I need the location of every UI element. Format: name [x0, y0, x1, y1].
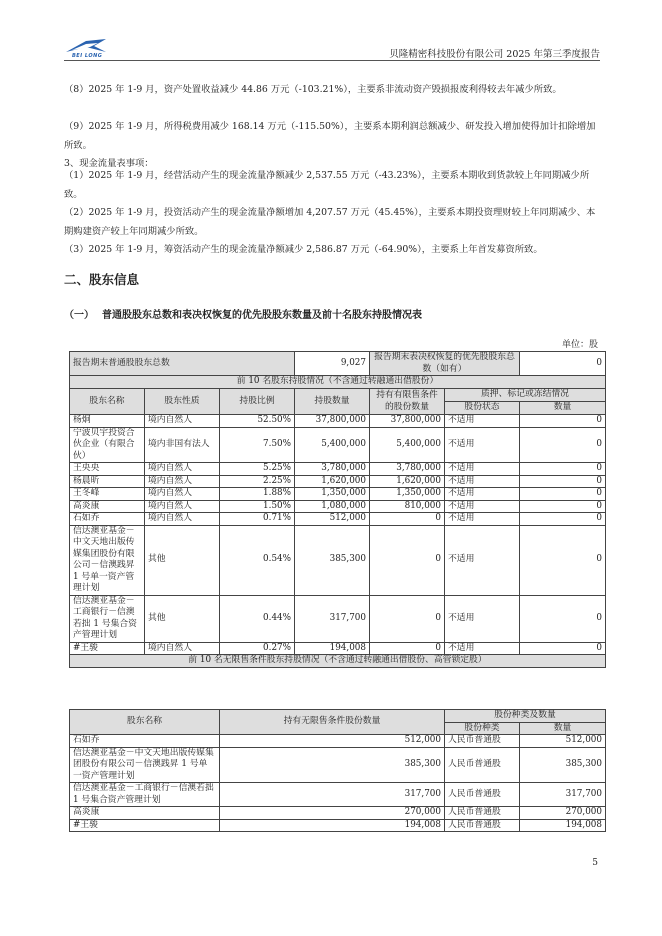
shareholder-name: #王骏 [70, 642, 145, 655]
total-holders-label: 报告期末普通股股东总数 [70, 352, 295, 376]
unres-col-name: 股东名称 [70, 710, 220, 735]
unres-name: #王骏 [70, 819, 220, 832]
shareholder-nature: 境内自然人 [145, 500, 220, 513]
col-ratio: 持股比例 [220, 389, 295, 415]
shareholder-name: 王冬峰 [70, 488, 145, 501]
holding-ratio: 1.50% [220, 500, 295, 513]
holding-ratio: 0.44% [220, 595, 295, 642]
unres-name: 信达澳亚基金－中文天地出版传媒集团股份有限公司－信澳践昇 1 号单一资产管理计划 [70, 747, 220, 783]
shareholder-nature: 其他 [145, 525, 220, 595]
shareholder-table [69, 351, 606, 668]
unres-qty: 317,700 [220, 783, 445, 807]
top10-caption: 前 10 名股东持股情况（不含通过转融通出借股份） [70, 376, 606, 389]
shareholder-row [70, 595, 606, 642]
total-holders-value: 9,027 [295, 352, 370, 376]
shareholder-row [70, 642, 606, 655]
holding-qty: 194,008 [295, 642, 370, 655]
col-restricted: 持有有限售条件的股份数量 [370, 389, 445, 415]
restricted-qty: 0 [370, 642, 445, 655]
shareholder-row [70, 427, 606, 463]
unres-qty: 270,000 [220, 807, 445, 820]
col-nature: 股东性质 [145, 389, 220, 415]
shareholder-name: 王央央 [70, 463, 145, 476]
restricted-qty: 5,400,000 [370, 427, 445, 463]
shareholder-name: 信达澳亚基金－中文天地出版传媒集团股份有限公司－信澳践昇 1 号单一资产管理计划 [70, 525, 145, 595]
holding-ratio: 0.54% [220, 525, 295, 595]
preferred-holders-label: 报告期末表决权恢复的优先股股东总数（如有） [370, 352, 520, 376]
col-amount: 数量 [520, 402, 606, 415]
pledge-amount: 0 [520, 642, 606, 655]
unrestricted-row [70, 783, 606, 807]
holding-ratio: 7.50% [220, 427, 295, 463]
holding-qty: 385,300 [295, 525, 370, 595]
unres-col-qty: 持有无限售条件股份数量 [220, 710, 445, 735]
unres-col-type-group: 股份种类及数量 [445, 710, 606, 723]
unres-qty: 512,000 [220, 735, 445, 748]
pledge-amount: 0 [520, 488, 606, 501]
pledge-amount: 0 [520, 513, 606, 526]
shareholder-name: 高炎康 [70, 500, 145, 513]
share-status: 不适用 [445, 415, 520, 428]
shareholder-row [70, 525, 606, 595]
share-status: 不适用 [445, 427, 520, 463]
shareholder-nature: 境内自然人 [145, 488, 220, 501]
shareholder-row [70, 415, 606, 428]
shareholder-row [70, 488, 606, 501]
paragraph-9: （9）2025 年 1-9 月，所得税费用减少 168.14 万元（-115.50%），主要系本期利润总额减少、研发投入增加使得加计扣除增加所致。 [64, 121, 596, 151]
pledge-amount: 0 [520, 475, 606, 488]
holding-qty: 37,800,000 [295, 415, 370, 428]
shareholder-nature: 境内自然人 [145, 463, 220, 476]
holding-ratio: 1.88% [220, 488, 295, 501]
unres-amount: 385,300 [520, 747, 606, 783]
col-qty: 持股数量 [295, 389, 370, 415]
paragraph-cashflow-1: （1）2025 年 1-9 月，经营活动产生的现金流量净额减少 2,537.55 万元（-43.23%），主要系本期收到货款较上年同期减少所致。 [64, 170, 590, 200]
page-number: 5 [592, 858, 598, 868]
shareholder-row [70, 475, 606, 488]
unres-type: 人民币普通股 [445, 735, 520, 748]
holding-qty: 3,780,000 [295, 463, 370, 476]
report-title: 贝隆精密科技股份有限公司 2025 年第三季度报告 [389, 49, 600, 60]
holding-qty: 1,080,000 [295, 500, 370, 513]
unres-type: 人民币普通股 [445, 819, 520, 832]
restricted-qty: 1,350,000 [370, 488, 445, 501]
share-status: 不适用 [445, 513, 520, 526]
unrestricted-row [70, 735, 606, 748]
restricted-qty: 37,800,000 [370, 415, 445, 428]
pledge-amount: 0 [520, 500, 606, 513]
unit-label: 单位：股 [561, 340, 598, 350]
sub-title [64, 306, 422, 321]
unres-name: 石如乔 [70, 735, 220, 748]
shareholder-row [70, 500, 606, 513]
page-header [64, 38, 600, 61]
paragraph-cashflow-2: （2）2025 年 1-9 月，投资活动产生的现金流量净额增加 4,207.57 万元（45.45%），主要系本期投资理财较上年同期减少、本期购建资产较上年同期减少所致。 [64, 207, 596, 237]
shareholder-nature: 境内非国有法人 [145, 427, 220, 463]
shareholder-name: 杨炯 [70, 415, 145, 428]
col-pledge: 质押、标记或冻结情况 [445, 389, 606, 402]
unrestricted-header-row [70, 710, 606, 723]
bow-logo-icon [64, 38, 108, 54]
sub-title-number: （一） [64, 310, 94, 321]
pledge-amount: 0 [520, 415, 606, 428]
share-status: 不适用 [445, 595, 520, 642]
unrestricted-caption: 前 10 名无限售条件股东持股情况（不含通过转融通出借股份、高管锁定股） [70, 655, 606, 668]
logo-text: BEI LONG [72, 53, 103, 59]
company-logo [64, 38, 108, 60]
unres-type: 人民币普通股 [445, 807, 520, 820]
top10-caption-row [70, 376, 606, 389]
shareholder-row [70, 513, 606, 526]
shareholder-name: 宁波贝宇投资合伙企业（有限合伙） [70, 427, 145, 463]
restricted-qty: 0 [370, 595, 445, 642]
unres-type: 人民币普通股 [445, 747, 520, 783]
share-status: 不适用 [445, 475, 520, 488]
summary-row [70, 352, 606, 376]
holding-qty: 1,620,000 [295, 475, 370, 488]
paragraph-cashflow-3: （3）2025 年 1-9 月，筹资活动产生的现金流量净额减少 2,586.87 万元（-64.90%），主要系上年首发募资所致。 [64, 244, 543, 255]
share-status: 不适用 [445, 642, 520, 655]
unrestricted-caption-row [70, 655, 606, 668]
shareholder-nature: 其他 [145, 595, 220, 642]
holding-ratio: 2.25% [220, 475, 295, 488]
unres-amount: 270,000 [520, 807, 606, 820]
pledge-amount: 0 [520, 427, 606, 463]
preferred-holders-value: 0 [520, 352, 606, 376]
unres-qty: 385,300 [220, 747, 445, 783]
unrestricted-row [70, 807, 606, 820]
holding-qty: 317,700 [295, 595, 370, 642]
unres-amount: 317,700 [520, 783, 606, 807]
share-status: 不适用 [445, 500, 520, 513]
holding-ratio: 52.50% [220, 415, 295, 428]
share-status: 不适用 [445, 488, 520, 501]
shareholder-name: 杨晨昕 [70, 475, 145, 488]
holding-qty: 5,400,000 [295, 427, 370, 463]
shareholder-nature: 境内自然人 [145, 513, 220, 526]
unres-amount: 194,008 [520, 819, 606, 832]
col-name: 股东名称 [70, 389, 145, 415]
restricted-qty: 0 [370, 525, 445, 595]
shareholder-name: 石如乔 [70, 513, 145, 526]
paragraph-cashflow-heading: 3、现金流量表事项： [64, 158, 154, 169]
holding-ratio: 0.27% [220, 642, 295, 655]
sub-title-text: 普通股股东总数和表决权恢复的优先股股东数量及前十名股东持股情况表 [102, 310, 422, 321]
top10-header-row [70, 389, 606, 402]
unrestricted-table [69, 709, 606, 832]
share-status: 不适用 [445, 525, 520, 595]
shareholder-nature: 境内自然人 [145, 475, 220, 488]
unres-col-amount: 数量 [520, 722, 606, 735]
restricted-qty: 810,000 [370, 500, 445, 513]
shareholder-name: 信达澳亚基金－工商银行－信澳若拙 1 号集合资产管理计划 [70, 595, 145, 642]
unres-name: 信达澳亚基金－工商银行－信澳若拙 1 号集合资产管理计划 [70, 783, 220, 807]
pledge-amount: 0 [520, 525, 606, 595]
unrestricted-row [70, 747, 606, 783]
unres-amount: 512,000 [520, 735, 606, 748]
pledge-amount: 0 [520, 463, 606, 476]
restricted-qty: 3,780,000 [370, 463, 445, 476]
pledge-amount: 0 [520, 595, 606, 642]
unres-name: 高炎康 [70, 807, 220, 820]
restricted-qty: 0 [370, 513, 445, 526]
unres-type: 人民币普通股 [445, 783, 520, 807]
shareholder-nature: 境内自然人 [145, 415, 220, 428]
col-status: 股份状态 [445, 402, 520, 415]
holding-qty: 1,350,000 [295, 488, 370, 501]
section-title: 二、股东信息 [64, 272, 140, 287]
holding-ratio: 5.25% [220, 463, 295, 476]
shareholder-nature: 境内自然人 [145, 642, 220, 655]
unrestricted-row [70, 819, 606, 832]
holding-qty: 512,000 [295, 513, 370, 526]
paragraph-8: （8）2025 年 1-9 月，资产处置收益减少 44.86 万元（-103.21%），主要系非流动资产毁损报废利得较去年减少所致。 [64, 84, 562, 95]
shareholder-row [70, 463, 606, 476]
unres-col-type: 股份种类 [445, 722, 520, 735]
holding-ratio: 0.71% [220, 513, 295, 526]
restricted-qty: 1,620,000 [370, 475, 445, 488]
unres-qty: 194,008 [220, 819, 445, 832]
share-status: 不适用 [445, 463, 520, 476]
